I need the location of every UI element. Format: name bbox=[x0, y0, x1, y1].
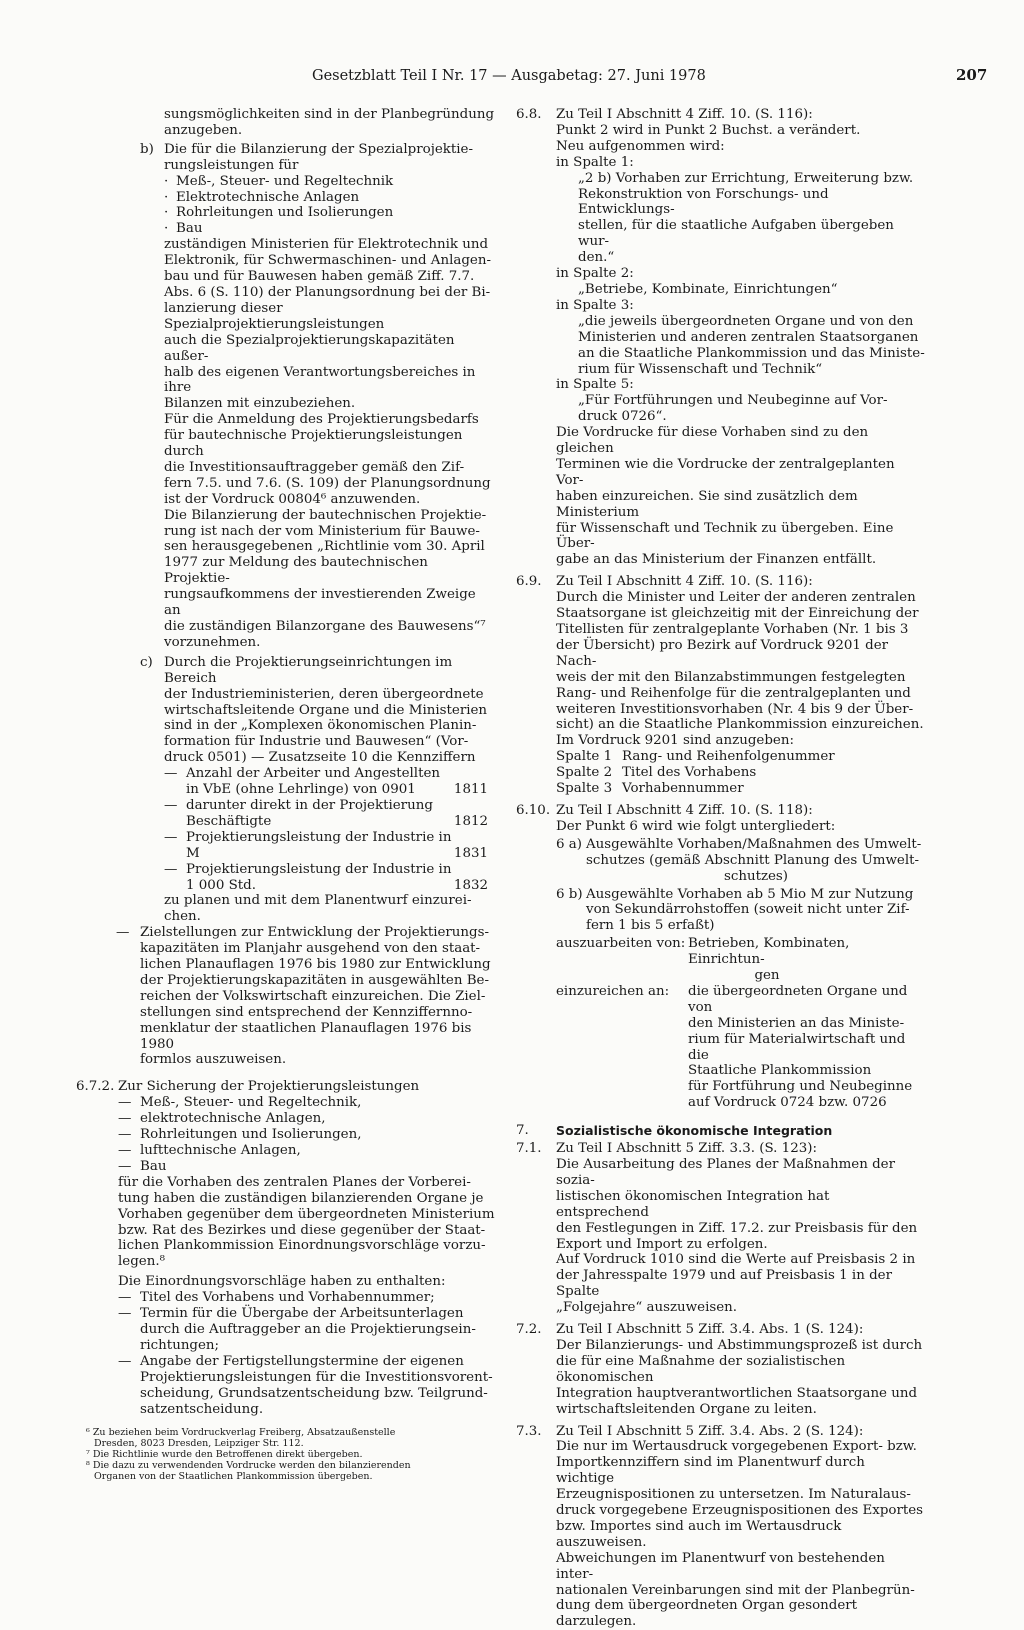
text-line: ist der Vordruck 00804⁶ anzuwenden. bbox=[164, 492, 496, 508]
section-6-10: 6.10. Zu Teil I Abschnitt 4 Ziff. 10. (S. 118): Der Punkt 6 wird wie folgt untergliedert: 6 a) Ausgewählte Vorhaben/Maßnahmen des Umwelt- schutzes (gemäß Abschnitt Planung des Umwelt- schutzes) 6 b) Ausgewählte Vorhaben ab 5 Mio M zur Nutzung von Sekundärrohstoffen (soweit nicht unter Zif- fern 1 bis 5 erfaßt) auszuarbeiten von: Betrieben, Kombinaten, Einrichtun- gen einzureichen an: die übergeordneten Organe und von den Ministerien an das Ministe- rium für Materialwirtschaft und die Staatliche Plankommission für Fortführung und Neubeginne auf Vordruck 0724 bzw. 0726 bbox=[516, 803, 926, 1111]
kennziffer-number: 1812 bbox=[454, 814, 496, 830]
text-line: Die Bilanzierung der bautechnischen Projektie- bbox=[164, 508, 496, 524]
kennziffer-item: — Projektierungsleistung der Industrie in M 1831 bbox=[164, 830, 496, 862]
kennziffer-item: — Projektierungsleistung der Industrie in 1 000 Std. 1832 bbox=[164, 862, 496, 894]
text-line: Elektronik, für Schwermaschinen- und Anlagen- bbox=[164, 253, 496, 269]
spalte-row: Spalte 2 Titel des Vorhabens bbox=[556, 765, 926, 781]
text-line: formation für Industrie und Bauwesen“ (Vor- bbox=[164, 734, 496, 750]
section-7-2: 7.2. Zu Teil I Abschnitt 5 Ziff. 3.4. Abs. 1 (S. 124): Der Bilanzierungs- und Abstimmungsprozeß ist durch die für eine Maßnahme der sozialistischen ökonomischen Integration hauptverantwortlichen Staatsorgane und wirtschaftsleitenden Organe zu leiten. bbox=[516, 1322, 926, 1417]
text-line: Die für die Bilanzierung der Spezialprojektie- bbox=[164, 142, 496, 158]
kennziffer-item: — Anzahl der Arbeiter und Angestellten in VbE (ohne Lehrlinge) von 0901 1811 bbox=[164, 766, 496, 798]
section-6-9: 6.9. Zu Teil I Abschnitt 4 Ziff. 10. (S. 116): Durch die Minister und Leiter der anderen zentralen Staatsorgane ist gleichzeitig mit der Einreichung der Titellisten für zentralgeplante Vorhaben (Nr. 1 bis 3 der Übersicht) pro Bezirk auf Vordruck 9201 der Nach- weis der mit den Bilanzabstimmungen festgelegten Rang- und Reihenfolge für die zentralgeplanten und weiteren Investitionsvorhaben (Nr. 4 bis 9 der Über- sicht) an die Staatliche Plankommission einzureichen. Im Vordruck 9201 sind anzugeben: Spalte 1 Rang- und Reihenfolgenummer Spalte 2 Titel des Vorhabens Spalte 3 Vorhabennummer bbox=[516, 574, 926, 797]
text-line: anzugeben. bbox=[164, 123, 496, 139]
text-line: zu planen und mit dem Planentwurf einzurei- bbox=[164, 893, 496, 909]
text-line: sen herausgegebenen „Richtlinie vom 30. April bbox=[164, 539, 496, 555]
section-7-3: 7.3. Zu Teil I Abschnitt 5 Ziff. 3.4. Abs. 2 (S. 124): Die nur im Wertausdruck vorgegebenen Export- bzw. Importkennziffern sind im Planentwurf durch wichtige Erzeugnispositionen zu untersetzen. Im Naturalaus- druck vorgegebene Erzeugnispositionen des Exportes bzw. Importes sind auch im Wertausdruck auszuweisen. Abweichungen im Planentwurf von bestehenden inter- nationalen Vereinbarungen sind mit der Planbegrün- dung dem übergeordneten Organ gesondert darzulegen. bbox=[516, 1424, 926, 1630]
text-line: auch die Spezialprojektierungskapazitäten außer- bbox=[164, 333, 496, 365]
text-line: Für die Anmeldung des Projektierungsbedarfs bbox=[164, 412, 496, 428]
section-number: 6.8. bbox=[516, 107, 542, 123]
section-6-8: 6.8. Zu Teil I Abschnitt 4 Ziff. 10. (S. 116): Punkt 2 wird in Punkt 2 Buchst. a verändert. Neu aufgenommen wird: in Spalte 1: „2 b) Vorhaben zur Errichtung, Erweiterung bzw. Rekonstruktion von Forschungs- und Entwicklungs- stellen, für die staatliche Aufgaben übergeben wur- den.“ in Spalte 2: „Betriebe, Kombinate, Einrichtungen“ in Spalte 3: „die jeweils übergeordneten Organe und von den Ministerien und anderen zentralen Staatsorganen an die Staatliche Plankommission und das Ministe- rium für Wissenschaft und Technik“ in Spalte 5: „Für Fortführungen und Neubeginne auf Vor- druck 0726“. Die Vordrucke für diese Vorhaben sind zu den gleichen Terminen wie die Vordrucke der zentralgeplanten Vor- haben einzureichen. Sie sind zusätzlich dem Ministerium für Wissenschaft und Technik zu übergeben. Eine Über- gabe an das Ministerium der Finanzen entfällt. bbox=[516, 107, 926, 568]
running-header: Gesetzblatt Teil I Nr. 17 — Ausgabetag: 27. Juni 1978 bbox=[312, 68, 706, 84]
item-b bbox=[76, 142, 496, 651]
section-title: Zur Sicherung der Projektierungsleistungen bbox=[118, 1079, 496, 1095]
bullet-item: · Bau bbox=[164, 221, 496, 237]
text-line: zuständigen Ministerien für Elektrotechnik und bbox=[164, 237, 496, 253]
footnote: Dresden, 8023 Dresden, Leipziger Str. 112. bbox=[86, 1438, 496, 1449]
text-line: Bilanzen mit einzubeziehen. bbox=[164, 396, 496, 412]
kennziffer-number: 1811 bbox=[454, 782, 496, 798]
section-6-7-2: 6.7.2. Zur Sicherung der Projektierungsleistungen — Meß-, Steuer- und Regeltechnik, — elektrotechnische Anlagen, — Rohrleitungen und Isolierungen, — lufttechnische Anlagen, — Bau für die Vorhaben des zentralen Planes der Vorberei- tung haben die zuständigen bilanzierenden Organe je Vorhaben gegenüber dem übergeordneten Ministerium bzw. Rat des Bezirkes und diese gegenüber der Staat- lichen Plankommission Einordnungsvorschläge vorzu- legen.⁸ Die Einordnungsvorschläge haben zu enthalten: — Titel des Vorhabens und Vorhabennummer; — Termin für die Übergabe der Arbeitsunterlagen durch die Auftraggeber an die Projektierungsein- richtungen; — Angabe der Fertigstellungstermine der eigenen Projektierungsleistungen für die Investitionsvorent- scheidung, Grundsatzentscheidung bzw. Teilgrund- satzentscheidung. bbox=[76, 1079, 496, 1417]
text-line: druck 0501) — Zusatzseite 10 die Kennziffern bbox=[164, 750, 496, 766]
kennziffer-number: 1831 bbox=[454, 846, 496, 862]
bullet-item: · Rohrleitungen und Isolierungen bbox=[164, 205, 496, 221]
text-line: sind in der „Komplexen ökonomischen Planin- bbox=[164, 718, 496, 734]
bullet-item: · Elektrotechnische Anlagen bbox=[164, 190, 496, 206]
text-line: sungsmöglichkeiten sind in der Planbegründung bbox=[164, 107, 496, 123]
einordnung-title: Die Einordnungsvorschläge haben zu enthalten: bbox=[118, 1274, 496, 1290]
text-line: rungsleistungen für bbox=[164, 158, 496, 174]
left-column bbox=[76, 107, 496, 1482]
einordnung-item: — Termin für die Übergabe der Arbeitsunterlagen durch die Auftraggeber an die Projektierungsein- richtungen; bbox=[118, 1306, 496, 1354]
text-line: rung ist nach der vom Ministerium für Bauwe- bbox=[164, 524, 496, 540]
text-line: die zuständigen Bilanzorgane des Bauwesens“⁷ bbox=[164, 619, 496, 635]
spalte-row: Spalte 1 Rang- und Reihenfolgenummer bbox=[556, 749, 926, 765]
section-title: Sozialistische ökonomische Integration bbox=[556, 1123, 926, 1139]
text-line: der Industrieministerien, deren übergeordnete bbox=[164, 687, 496, 703]
footnote: ⁸ Die dazu zu verwendenden Vordrucke werden den bilanzierenden bbox=[86, 1460, 496, 1471]
item-label: c) bbox=[140, 655, 153, 671]
item-c bbox=[76, 655, 496, 925]
text-line: Durch die Projektierungseinrichtungen im Bereich bbox=[164, 655, 496, 687]
bullet-item: · Meß-, Steuer- und Regeltechnik bbox=[164, 174, 496, 190]
text-line: Abs. 6 (S. 110) der Planungsordnung bei der Bi- bbox=[164, 285, 496, 301]
section-number: 7.2. bbox=[516, 1322, 542, 1338]
section-7-1: 7.1. Zu Teil I Abschnitt 5 Ziff. 3.3. (S. 123): Die Ausarbeitung des Planes der Maßnahmen der sozia- listischen ökonomischen Integration hat entsprechend den Festlegungen in Ziff. 17.2. zur Preisbasis für den Export und Import zu erfolgen. Auf Vordruck 1010 sind die Werte auf Preisbasis 2 in der Jahresspalte 1979 und auf Preisbasis 1 in der Spalte „Folgejahre“ auszuweisen. bbox=[516, 1141, 926, 1316]
footnote: Organen von der Staatlichen Plankommission übergeben. bbox=[86, 1471, 496, 1482]
right-column bbox=[516, 107, 926, 1630]
einordnung-item: — Angabe der Fertigstellungstermine der eigenen Projektierungsleistungen für die Investitionsvorent- scheidung, Grundsatzentscheidung bzw. Teilgrund- satzentscheidung. bbox=[118, 1354, 496, 1418]
footnotes bbox=[76, 1427, 496, 1482]
text-line: die Investitionsauftraggeber gemäß den Zif- bbox=[164, 460, 496, 476]
footnote: ⁷ Die Richtlinie wurde den Betroffenen direkt übergeben. bbox=[86, 1449, 496, 1460]
section-number: 6.9. bbox=[516, 574, 542, 590]
footnote: ⁶ Zu beziehen beim Vordruckverlag Freiberg, Absatzaußenstelle bbox=[86, 1427, 496, 1438]
section-number: 6.10. bbox=[516, 803, 550, 819]
text-line: bau und für Bauwesen haben gemäß Ziff. 7.7. bbox=[164, 269, 496, 285]
section-7 bbox=[516, 1123, 926, 1139]
text-line: wirtschaftsleitende Organe und die Ministerien bbox=[164, 703, 496, 719]
zielstellungen: — Zielstellungen zur Entwicklung der Projektierungs- kapazitäten im Planjahr ausgehend von den staat- lichen Planauflagen 1976 bis 1980 zur Entwicklung der Projektierungskapazitäten in ausgewählten Be- reichen der Volkswirtschaft einzureichen. Die Ziel- stellungen sind entsprechend der Kennziffernno- menklatur der staatlichen Planauflagen 1976 bis 1980 formlos auszuweisen. bbox=[76, 925, 496, 1068]
section-number: 7. bbox=[516, 1123, 529, 1139]
section-number: 6.7.2. bbox=[76, 1079, 114, 1095]
einordnung-item: — Titel des Vorhabens und Vorhabennummer; bbox=[118, 1290, 496, 1306]
kennziffer-number: 1832 bbox=[454, 878, 496, 894]
spalte-row: Spalte 3 Vorhabennummer bbox=[556, 781, 926, 797]
text-line: lanzierung dieser Spezialprojektierungsleistungen bbox=[164, 301, 496, 333]
text-line: 1977 zur Meldung des bautechnischen Projektie- bbox=[164, 555, 496, 587]
kennziffer-item: — darunter direkt in der Projektierung Beschäftigte 1812 bbox=[164, 798, 496, 830]
item-label: b) bbox=[140, 142, 154, 158]
intro-paragraph bbox=[76, 107, 496, 139]
page-number: 207 bbox=[956, 66, 987, 84]
text-line: fern 7.5. und 7.6. (S. 109) der Planungsordnung bbox=[164, 476, 496, 492]
section-number: 7.3. bbox=[516, 1424, 542, 1440]
text-line: rungsaufkommens der investierenden Zweige an bbox=[164, 587, 496, 619]
text-line: vorzunehmen. bbox=[164, 635, 496, 651]
text-line: halb des eigenen Verantwortungsbereiches in ihre bbox=[164, 365, 496, 397]
text-line: für bautechnische Projektierungsleistungen durch bbox=[164, 428, 496, 460]
text-line: chen. bbox=[164, 909, 496, 925]
section-number: 7.1. bbox=[516, 1141, 542, 1157]
